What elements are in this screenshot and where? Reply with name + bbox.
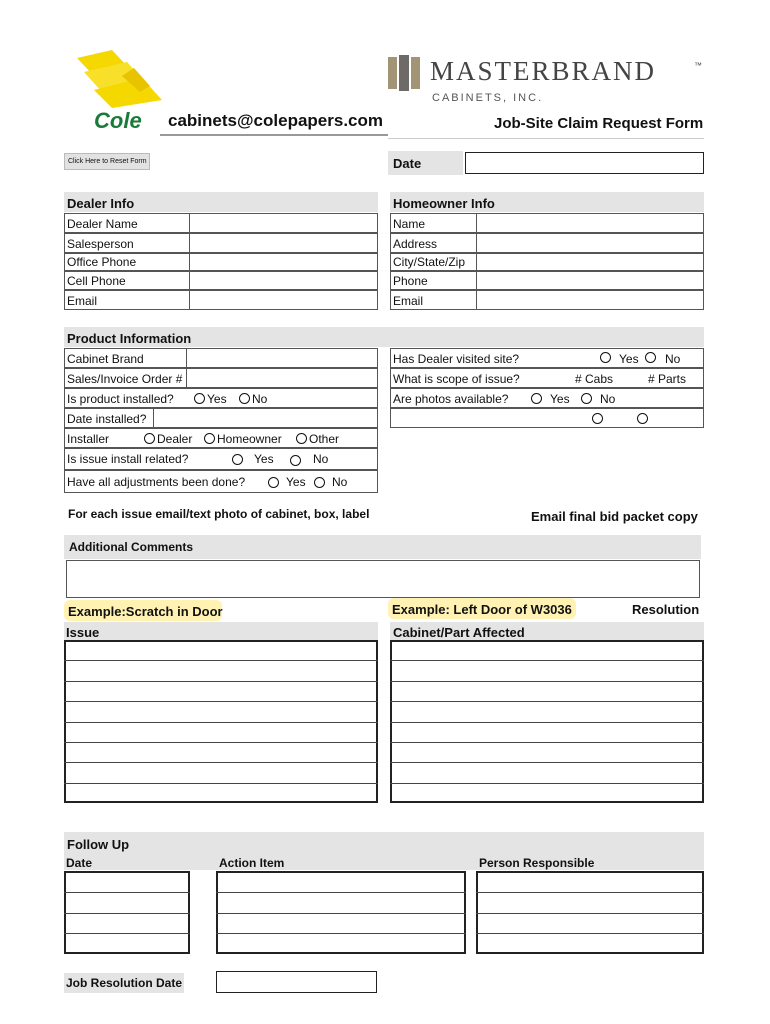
brand-divider — [186, 348, 187, 388]
installer-homeowner-label: Homeowner — [217, 432, 282, 446]
issue-row-divider[interactable] — [390, 722, 704, 723]
photos-no-radio[interactable] — [581, 393, 592, 404]
installer-other-radio[interactable] — [296, 433, 307, 444]
followup-date-label: Date — [66, 856, 93, 870]
followup-row-divider[interactable] — [476, 933, 704, 934]
installer-homeowner-radio[interactable] — [204, 433, 215, 444]
cell-phone-input[interactable] — [191, 272, 377, 289]
dealer-visited-label: Has Dealer visited site? — [393, 352, 520, 366]
followup-row-divider[interactable] — [476, 913, 704, 914]
photos-yes-label: Yes — [550, 392, 570, 406]
date-field[interactable] — [465, 152, 704, 174]
installer-dealer-label: Dealer — [157, 432, 193, 446]
installer-label: Installer — [67, 432, 110, 446]
product-heading: Product Information — [67, 331, 192, 346]
resolution-date-field[interactable] — [216, 971, 377, 993]
date-installed-divider — [153, 408, 154, 428]
issue-row-divider[interactable] — [390, 681, 704, 682]
ho-name-input[interactable] — [478, 214, 703, 232]
adjustments-yes-radio[interactable] — [268, 477, 279, 488]
salesperson-label: Salesperson — [67, 237, 134, 251]
dealer-name-input[interactable] — [191, 214, 377, 232]
reset-form-label: Click Here to Reset Form — [68, 158, 147, 165]
dealer-email-label: Email — [67, 294, 98, 308]
install-related-yes-label: Yes — [254, 452, 274, 466]
issue-heading: Issue — [66, 625, 100, 640]
parts-label[interactable]: # Parts — [648, 372, 687, 386]
photos-yes-radio[interactable] — [531, 393, 542, 404]
followup-action-label: Action Item — [219, 856, 285, 870]
ho-phone-label: Phone — [393, 274, 428, 288]
issue-row-divider[interactable] — [64, 681, 378, 682]
extra-radio-1[interactable] — [592, 413, 603, 424]
trademark: ™ — [694, 61, 702, 70]
bid-note: Email final bid packet copy — [531, 509, 698, 524]
ho-name-label: Name — [393, 217, 426, 231]
photos-no-label: No — [600, 392, 616, 406]
date-installed-input[interactable] — [155, 409, 377, 427]
issue-row-divider[interactable] — [390, 783, 704, 784]
ho-phone-input[interactable] — [478, 272, 703, 289]
visited-no-label: No — [665, 352, 681, 366]
installed-label: Is product installed? — [67, 392, 174, 406]
example-issue: Example:Scratch in Door — [68, 604, 223, 619]
ho-city-input[interactable] — [478, 254, 703, 270]
photos-label: Are photos available? — [393, 392, 509, 406]
resolution-date-label: Job Resolution Date — [66, 976, 183, 990]
office-phone-label: Office Phone — [67, 255, 137, 269]
cabinet-brand-label: Cabinet Brand — [67, 352, 144, 366]
ho-city-label: City/State/Zip — [393, 255, 466, 269]
followup-header-bar — [64, 832, 704, 870]
ho-address-input[interactable] — [478, 234, 703, 252]
dealer-name-label: Dealer Name — [67, 217, 138, 231]
followup-row-divider[interactable] — [64, 892, 190, 893]
ho-email-input[interactable] — [478, 291, 703, 309]
dealer-email-input[interactable] — [191, 291, 377, 309]
masterbrand-name: MASTERBRAND — [430, 56, 657, 86]
masterbrand-door-icon — [388, 55, 420, 91]
issue-row-divider[interactable] — [64, 701, 378, 702]
cabinet-brand-input[interactable] — [188, 349, 377, 367]
extra-row — [390, 408, 704, 428]
office-phone-input[interactable] — [191, 254, 377, 270]
issue-row-divider[interactable] — [390, 742, 704, 743]
comments-heading: Additional Comments — [69, 540, 194, 554]
installed-yes-radio[interactable] — [194, 393, 205, 404]
example-part: Example: Left Door of W3036 — [392, 602, 572, 617]
issue-row-divider[interactable] — [390, 762, 704, 763]
issue-row-divider[interactable] — [64, 783, 378, 784]
installer-dealer-radio[interactable] — [144, 433, 155, 444]
adjustments-no-label: No — [332, 475, 348, 489]
homeowner-heading: Homeowner Info — [393, 196, 495, 211]
sales-invoice-label: Sales/Invoice Order # — [67, 372, 183, 386]
followup-person-label: Person Responsible — [479, 856, 595, 870]
ho-address-label: Address — [393, 237, 438, 251]
visited-no-radio[interactable] — [645, 352, 656, 363]
installed-no-radio[interactable] — [239, 393, 250, 404]
date-installed-label: Date installed? — [67, 412, 147, 426]
reset-form-button[interactable] — [64, 153, 150, 170]
form-title: Job-Site Claim Request Form — [494, 115, 704, 132]
issue-row-divider[interactable] — [64, 742, 378, 743]
email-address: cabinets@colepapers.com — [168, 111, 383, 130]
install-related-no-label: No — [313, 452, 329, 466]
header-rule — [160, 134, 388, 136]
cole-logo-text: Cole — [94, 108, 142, 133]
photo-note: For each issue email/text photo of cabinet, box, label — [68, 507, 370, 521]
issue-row-divider[interactable] — [64, 762, 378, 763]
issue-row-divider[interactable] — [64, 722, 378, 723]
dealer-col-divider — [189, 213, 190, 310]
adjustments-no-radio[interactable] — [314, 477, 325, 488]
sales-invoice-input[interactable] — [188, 369, 377, 387]
followup-heading: Follow Up — [67, 837, 130, 852]
ho-email-label: Email — [393, 294, 424, 308]
date-label: Date — [393, 156, 422, 171]
cabs-label[interactable]: # Cabs — [575, 372, 614, 386]
installer-other-label: Other — [309, 432, 340, 446]
install-related-yes-radio[interactable] — [232, 454, 243, 465]
title-rule — [388, 138, 704, 139]
masterbrand-logo-mark — [388, 55, 420, 91]
salesperson-input[interactable] — [191, 234, 377, 252]
followup-row-divider[interactable] — [216, 913, 466, 914]
issue-header-bar — [64, 622, 378, 640]
issue-row-divider[interactable] — [64, 660, 378, 661]
issue-row-divider[interactable] — [390, 701, 704, 702]
issue-row-divider[interactable] — [390, 660, 704, 661]
followup-row-divider[interactable] — [216, 933, 466, 934]
followup-row-divider[interactable] — [216, 892, 466, 893]
scope-label: What is scope of issue? — [393, 372, 520, 386]
install-related-label: Is issue install related? — [67, 452, 189, 466]
followup-row-divider[interactable] — [476, 892, 704, 893]
installed-no-label: No — [252, 392, 268, 406]
comments-textarea[interactable] — [66, 560, 700, 598]
installed-yes-label: Yes — [207, 392, 227, 406]
homeowner-col-divider — [476, 213, 477, 310]
adjustments-yes-label: Yes — [286, 475, 306, 489]
resolution-label: Resolution — [632, 602, 700, 617]
install-related-no-radio[interactable] — [290, 455, 301, 466]
followup-row-divider[interactable] — [64, 933, 190, 934]
adjustments-label: Have all adjustments been done? — [67, 475, 246, 489]
followup-row-divider[interactable] — [64, 913, 190, 914]
extra-radio-2[interactable] — [637, 413, 648, 424]
visited-yes-label: Yes — [619, 352, 639, 366]
masterbrand-sub: CABINETS, INC. — [432, 92, 544, 104]
cell-phone-label: Cell Phone — [67, 274, 126, 288]
part-heading: Cabinet/Part Affected — [393, 625, 525, 640]
dealer-heading: Dealer Info — [67, 196, 135, 211]
visited-yes-radio[interactable] — [600, 352, 611, 363]
